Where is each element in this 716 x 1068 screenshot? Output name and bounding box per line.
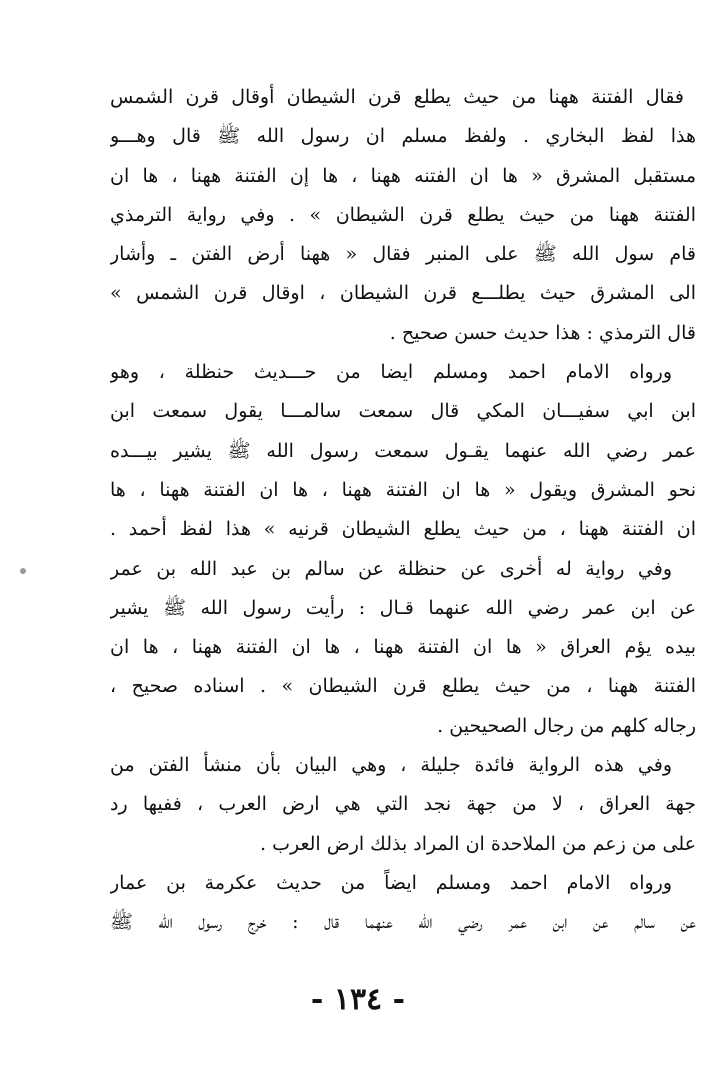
text-line: ان الفتنة ههنا ، من حيث يطلع الشيطان قرنيه » هذا لفظ أحمد .	[110, 518, 696, 541]
text-line: جهة العراق ، لا من جهة نجد التي هي ارض العرب ، ففيها رد	[110, 793, 696, 816]
page-text	[110, 78, 696, 943]
text-line: وفي رواية له أخرى عن حنظلة عن سالم بن عبد الله بن عمر	[110, 557, 672, 580]
text-line: عن ابن عمر رضي الله عنهما قـال : رأيت رسول الله ﷺ يشير	[110, 596, 696, 619]
text-line: الفتنة ههنا ، من حيث يطلع قرن الشيطان » . اسناده صحيح ،	[110, 675, 696, 698]
text-line: عمر رضي الله عنهما يقـول سمعت رسول الله ﷺ يشير بيـــده	[110, 439, 696, 462]
text-line: رجاله كلهم من رجال الصحيحين .	[437, 714, 696, 737]
text-line: الى المشرق حيث يطلـــع قرن الشيطان ، اوقال قرن الشمس »	[110, 282, 696, 305]
text-line: عن سالم عن ابن عمر رضي الله عنهما قال : خرج رسول الله ﷺ	[110, 911, 696, 934]
text-line: بيده يؤم العراق « ها ان الفتنة ههنا ، ها ان الفتنة ههنا ، ها ان	[110, 636, 696, 659]
text-line: الفتنة ههنا من حيث يطلع قرن الشيطان » . وفي رواية الترمذي	[110, 203, 696, 226]
text-line: مستقبل المشرق « ها ان الفتنه ههنا ، ها إن الفتنة ههنا ، ها ان	[110, 164, 696, 187]
text-line: وفي هذه الرواية فائدة جليلة ، وهي البيان بأن منشأ الفتن من	[110, 754, 672, 777]
text-line: ابن ابي سفيـــان المكي قال سمعت سالمـــا يقول سمعت ابن	[110, 400, 696, 423]
text-line: هذا لفظ البخاري . ولفظ مسلم ان رسول الله ﷺ قال وهـــو	[110, 125, 696, 148]
page-number: - ١٣٤ -	[310, 982, 406, 1017]
text-line: قام سول الله ﷺ على المنبر فقال « ههنا أرض الفتن ـ وأشار	[110, 243, 696, 266]
text-line: نحو المشرق ويقول « ها ان الفتنة ههنا ، ها ان الفتنة ههنا ، ها	[110, 478, 696, 501]
text-line: فقال الفتنة ههنا من حيث يطلع قرن الشيطان أوقال قرن الشمس	[110, 86, 684, 108]
scan-speck	[20, 568, 26, 574]
text-line: ورواه الامام احمد ومسلم ايضا من حـــديث حنظلة ، وهو	[110, 361, 672, 384]
text-line: ورواه الامام احمد ومسلم ايضاً من حديث عكرمة بن عمار	[110, 871, 672, 894]
text-line: على من زعم من الملاحدة ان المراد بذلك ارض العرب .	[260, 832, 696, 855]
text-line: قال الترمذي : هذا حديث حسن صحيح .	[389, 321, 696, 344]
